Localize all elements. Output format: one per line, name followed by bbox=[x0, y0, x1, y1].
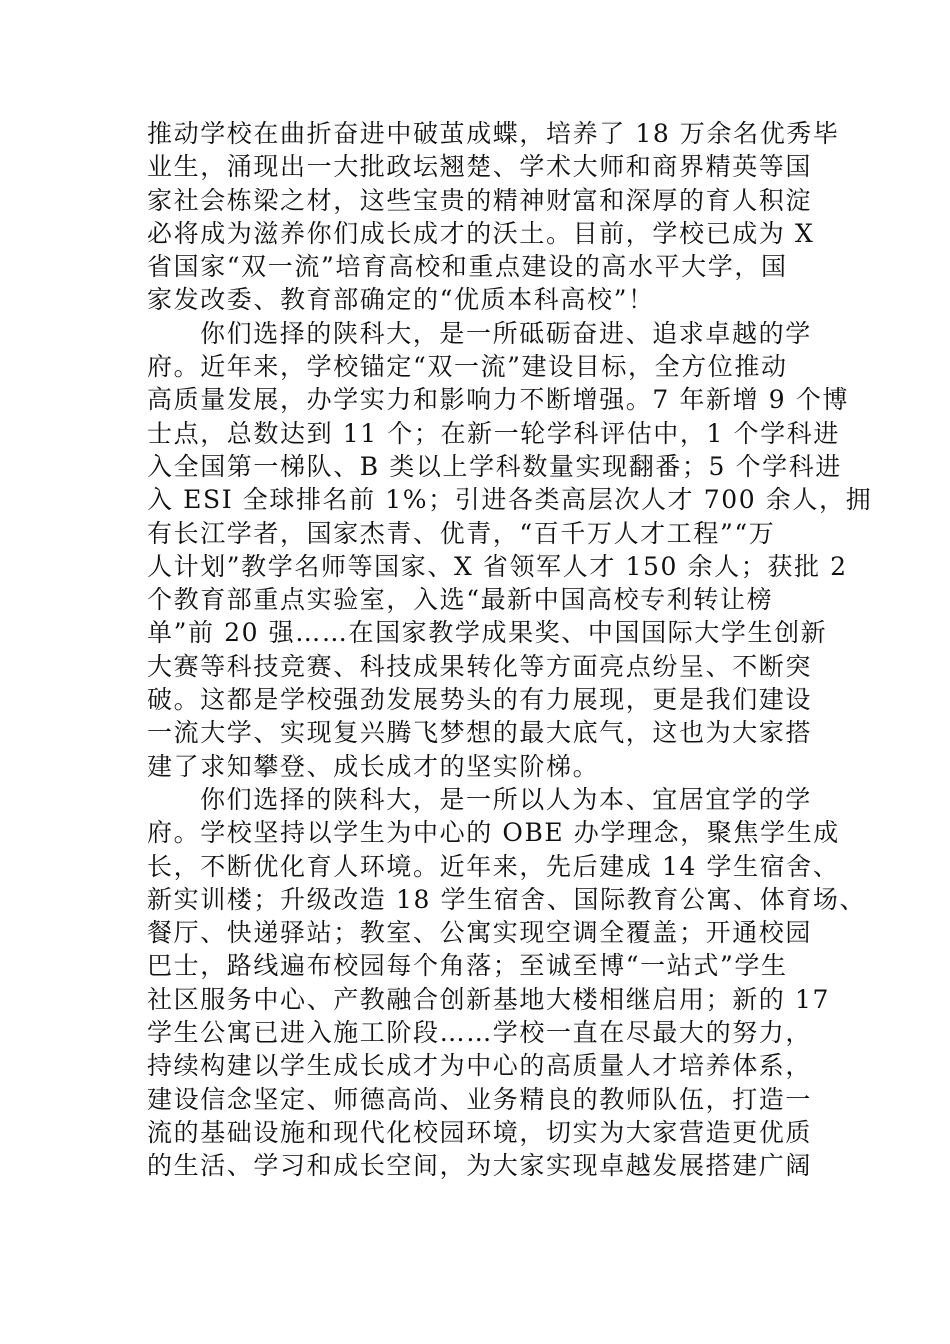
body-text bbox=[147, 117, 873, 1183]
text-line: 破。这都是学校强劲发展势头的有力展现，更是我们建设 bbox=[147, 685, 813, 715]
text-line: 建了求知攀登、成长成才的坚实阶梯。 bbox=[147, 751, 600, 781]
text-line: 高质量发展，办学实力和影响力不断增强。7 年新增 9 个博 bbox=[147, 385, 850, 415]
paragraph-striving bbox=[147, 317, 873, 783]
paragraph-people-oriented bbox=[147, 783, 867, 1183]
text-line: 餐厅、快递驿站；教室、公寓实现空调全覆盖；开通校园 bbox=[147, 918, 813, 948]
text-line: 个教育部重点实验室，入选“最新中国高校专利转让榜 bbox=[147, 585, 774, 615]
text-line: 你们选择的陕科大，是一所以人为本、宜居宜学的学 bbox=[200, 784, 812, 814]
text-line: 人计划”教学名师等国家、X 省领军人才 150 余人；获批 2 bbox=[147, 551, 848, 581]
text-line: 新实训楼；升级改造 18 学生宿舍、国际教育公寓、体育场、 bbox=[147, 884, 867, 914]
text-line: 家发改委、教育部确定的“优质本科高校”！ bbox=[147, 285, 655, 315]
text-line: 单”前 20 强……在国家教学成果奖、中国国际大学生创新 bbox=[147, 618, 828, 648]
text-line: 入全国第一梯队、B 类以上学科数量实现翻番；5 个学科进 bbox=[147, 451, 842, 481]
text-line: 府。学校坚持以学生为中心的 OBE 办学理念，聚焦学生成 bbox=[147, 818, 840, 848]
text-line: 学生公寓已进入施工阶段……学校一直在尽最大的努力， bbox=[147, 1018, 813, 1048]
text-line: 有长江学者，国家杰青、优青，“百千万人才工程”“万 bbox=[147, 518, 776, 548]
text-line: 业生，涌现出一大批政坛翘楚、学术大师和商界精英等国 bbox=[147, 152, 813, 182]
text-line: 建设信念坚定、师德高尚、业务精良的教师队伍，打造一 bbox=[147, 1084, 813, 1114]
text-line: 社区服务中心、产教融合创新基地大楼相继启用；新的 17 bbox=[147, 984, 830, 1014]
text-line: 一流大学、实现复兴腾飞梦想的最大底气，这也为大家搭 bbox=[147, 718, 813, 748]
text-line: 士点，总数达到 11 个；在新一轮学科评估中，1 个学科进 bbox=[147, 418, 840, 448]
text-line: 的生活、学习和成长空间，为大家实现卓越发展搭建广阔 bbox=[147, 1151, 813, 1181]
text-line: 你们选择的陕科大，是一所砥砺奋进、追求卓越的学 bbox=[200, 318, 812, 348]
text-line: 推动学校在曲折奋进中破茧成蝶，培养了 18 万余名优秀毕 bbox=[147, 119, 840, 148]
text-line: 大赛等科技竞赛、科技成果转化等方面亮点纷呈、不断突 bbox=[147, 651, 813, 681]
text-line: 省国家“双一流”培育高校和重点建设的高水平大学，国 bbox=[147, 252, 788, 282]
text-line: 持续构建以学生成长成才为中心的高质量人才培养体系， bbox=[147, 1051, 813, 1081]
text-line: 长，不断优化育人环境。近年来，先后建成 14 学生宿舍、 bbox=[147, 851, 840, 881]
text-line: 巴士，路线遍布校园每个角落；至诚至博“一站式”学生 bbox=[147, 951, 788, 981]
text-line: 府。近年来，学校锚定“双一流”建设目标，全方位推动 bbox=[147, 352, 788, 382]
text-line: 必将成为滋养你们成长成才的沃土。目前，学校已成为 X bbox=[147, 218, 815, 248]
paragraph-continuation bbox=[147, 117, 840, 317]
text-line: 流的基础设施和现代化校园环境，切实为大家营造更优质 bbox=[147, 1117, 813, 1147]
text-line: 家社会栋梁之材，这些宝贵的精神财富和深厚的育人积淀 bbox=[147, 185, 813, 215]
text-line: 入 ESI 全球排名前 1%；引进各类高层次人才 700 余人，拥 bbox=[147, 485, 873, 515]
